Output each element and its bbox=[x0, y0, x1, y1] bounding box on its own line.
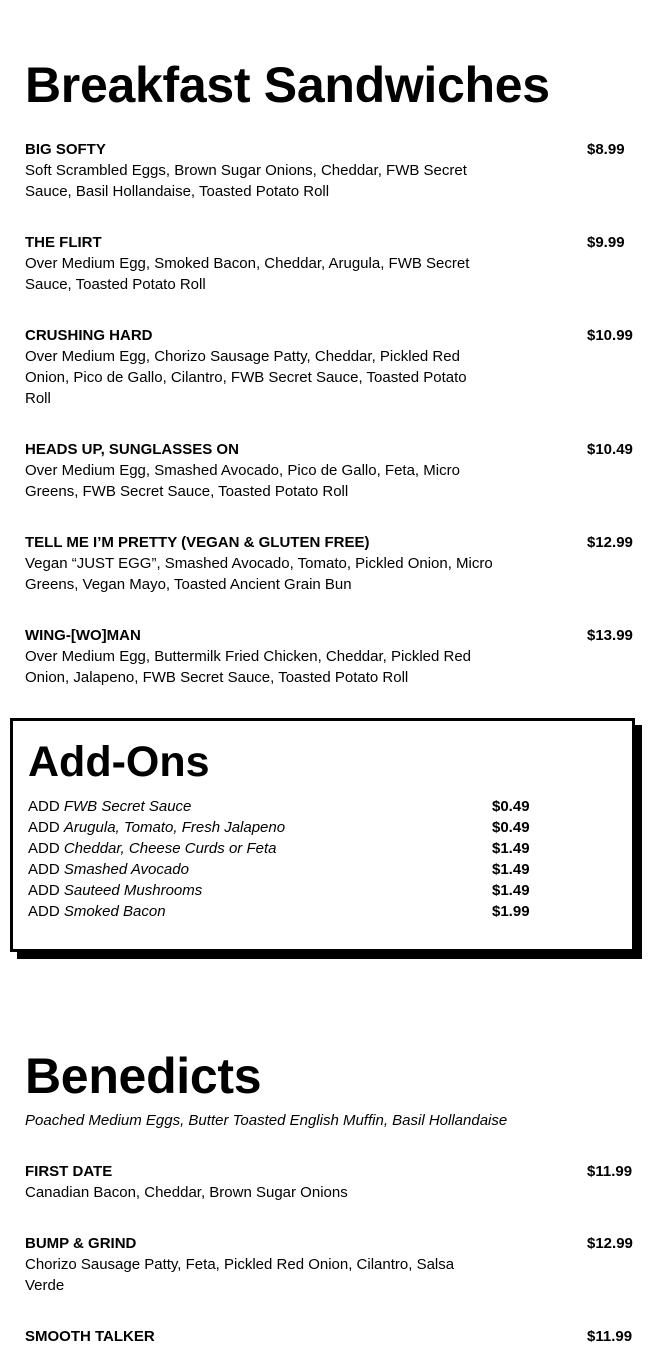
addon-name: Cheddar, Cheese Curds or Feta bbox=[63, 840, 277, 857]
addon-price: $0.49 bbox=[492, 819, 530, 836]
item-description: Over Medium Egg, Chorizo Sausage Patty, Cheddar, Pickled Red Onion, Pico de Gallo, Cilantro, FWB Secret Sauce, Toasted Potato Roll bbox=[25, 348, 467, 407]
menu-item bbox=[25, 439, 635, 502]
addon-prefix: ADD bbox=[28, 903, 60, 920]
item-description: Vegan “JUST EGG”, Smashed Avocado, Tomato, Pickled Onion, Micro Greens, Vegan Mayo, Toasted Ancient Grain Bun bbox=[25, 555, 493, 593]
benedicts-title: Benedicts bbox=[25, 1048, 262, 1104]
addon-prefix: ADD bbox=[28, 819, 60, 836]
item-price: $12.99 bbox=[587, 1235, 633, 1252]
item-description: Over Medium Egg, Buttermilk Fried Chicken, Cheddar, Pickled Red Onion, Jalapeno, FWB Secret Sauce, Toasted Potato Roll bbox=[25, 648, 472, 686]
item-price: $10.99 bbox=[587, 327, 633, 344]
item-price: $11.99 bbox=[587, 1163, 633, 1180]
menu-item bbox=[25, 232, 635, 295]
addon-price: $0.49 bbox=[492, 798, 530, 815]
benedicts-subtitle: Poached Medium Eggs, Butter Toasted English Muffin, Basil Hollandaise bbox=[25, 1112, 508, 1129]
addons-box bbox=[10, 718, 635, 952]
item-name: TELL ME I’M PRETTY (VEGAN & GLUTEN FREE) bbox=[25, 534, 370, 551]
item-price: $10.49 bbox=[587, 441, 633, 458]
item-price: $12.99 bbox=[587, 534, 633, 551]
addon-prefix: ADD bbox=[28, 861, 60, 878]
menu-item bbox=[25, 325, 635, 409]
addon-name: FWB Secret Sauce bbox=[63, 798, 192, 815]
addon-row bbox=[28, 838, 548, 859]
item-name: WING-[WO]MAN bbox=[25, 627, 141, 644]
item-description: Over Medium Egg, Smoked Bacon, Cheddar, Arugula, FWB Secret Sauce, Toasted Potato Roll bbox=[25, 255, 470, 293]
addon-row bbox=[28, 796, 548, 817]
addon-row bbox=[28, 859, 548, 880]
item-price: $9.99 bbox=[587, 234, 625, 251]
item-price: $11.99 bbox=[587, 1328, 633, 1345]
addon-prefix: ADD bbox=[28, 798, 60, 815]
addon-name: Smashed Avocado bbox=[63, 861, 189, 878]
addon-price: $1.49 bbox=[492, 861, 530, 878]
menu-item bbox=[25, 1233, 635, 1296]
addon-row bbox=[28, 880, 548, 901]
addon-price: $1.49 bbox=[492, 840, 530, 857]
menu-item bbox=[25, 532, 635, 595]
addon-prefix: ADD bbox=[28, 840, 60, 857]
item-name: BUMP & GRIND bbox=[25, 1235, 137, 1252]
breakfast-title: Breakfast Sandwiches bbox=[25, 57, 550, 113]
menu-item bbox=[25, 1326, 635, 1347]
addon-row bbox=[28, 817, 548, 838]
addon-name: Smoked Bacon bbox=[63, 903, 166, 920]
item-name: HEADS UP, SUNGLASSES ON bbox=[25, 441, 239, 458]
item-price: $13.99 bbox=[587, 627, 633, 644]
menu-item bbox=[25, 625, 635, 688]
item-name: BIG SOFTY bbox=[25, 141, 106, 158]
item-name: FIRST DATE bbox=[25, 1163, 113, 1180]
addon-price: $1.99 bbox=[492, 903, 530, 920]
item-price: $8.99 bbox=[587, 141, 625, 158]
addon-price: $1.49 bbox=[492, 882, 530, 899]
item-description: Canadian Bacon, Cheddar, Brown Sugar Onions bbox=[25, 1184, 348, 1201]
menu-item bbox=[25, 139, 635, 202]
item-name: CRUSHING HARD bbox=[25, 327, 153, 344]
addons-title: Add-Ons bbox=[28, 738, 210, 786]
addon-name: Arugula, Tomato, Fresh Jalapeno bbox=[63, 819, 286, 836]
item-description: Chorizo Sausage Patty, Feta, Pickled Red Onion, Cilantro, Salsa Verde bbox=[25, 1256, 455, 1294]
item-description: Over Medium Egg, Smashed Avocado, Pico de Gallo, Feta, Micro Greens, FWB Secret Sauce, Toasted Potato Roll bbox=[25, 462, 460, 500]
addon-row bbox=[28, 901, 548, 922]
addon-prefix: ADD bbox=[28, 882, 60, 899]
item-name: SMOOTH TALKER bbox=[25, 1328, 155, 1345]
addon-name: Sauteed Mushrooms bbox=[63, 882, 203, 899]
item-name: THE FLIRT bbox=[25, 234, 102, 251]
item-description: Soft Scrambled Eggs, Brown Sugar Onions, Cheddar, FWB Secret Sauce, Basil Hollandaise, Toasted Potato Roll bbox=[25, 162, 467, 200]
menu-item bbox=[25, 1161, 635, 1203]
